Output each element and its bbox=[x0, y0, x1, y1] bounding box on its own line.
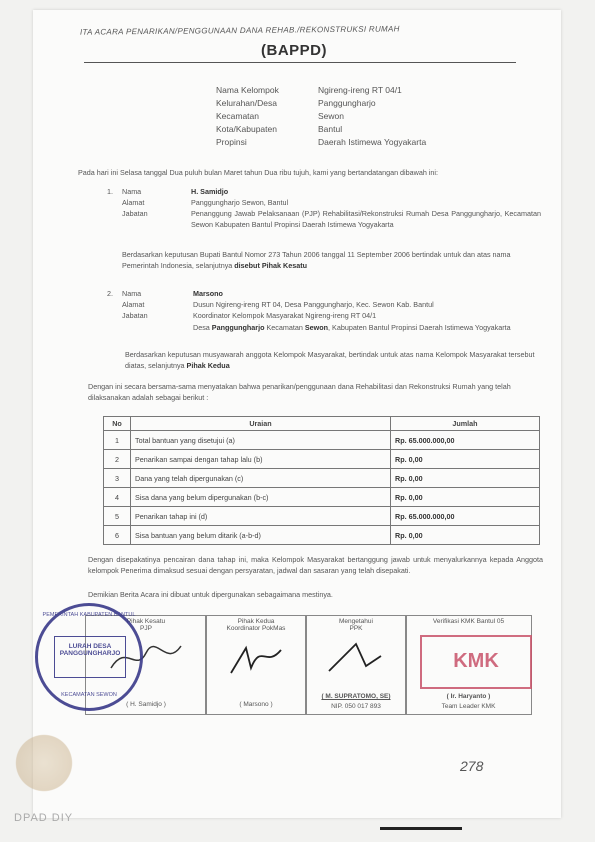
party2-name: Marsono bbox=[193, 289, 223, 298]
table-cell: Penarikan sampai dengan tahap lalu (b) bbox=[131, 450, 391, 469]
signature-name: ( Ir. Haryanto ) bbox=[446, 693, 491, 700]
info-label: Nama Kelompok bbox=[216, 85, 279, 95]
table-header: Uraian bbox=[131, 417, 391, 431]
info-label: Kelurahan/Desa bbox=[216, 98, 277, 108]
table-cell: Penarikan tahap ini (d) bbox=[131, 507, 391, 526]
party2-basis-text: Berdasarkan keputusan musyawarah anggota Kelompok Masyarakat, bertindak untuk atas nama Kelompok Masyarakat tersebut diatas, selanjutnya bbox=[125, 350, 535, 370]
signature-role-detail: Koordinator PokMas bbox=[226, 625, 286, 632]
signature-role: Pihak Kedua bbox=[237, 618, 275, 625]
party1-name: H. Samidjo bbox=[191, 187, 229, 196]
info-value: Daerah Istimewa Yogyakarta bbox=[318, 137, 427, 147]
signature-box-ppk bbox=[305, 615, 407, 715]
closing-note: Demikian Berita Acara ini dibuat untuk dipergunakan sebagaimana mestinya. bbox=[88, 590, 333, 599]
village-stamp bbox=[35, 603, 143, 711]
header-divider bbox=[84, 62, 516, 63]
info-label: Kota/Kabupaten bbox=[216, 124, 277, 134]
party2-region: Kabupaten Bantul Propinsi Daerah Istimewa Yogyakarta bbox=[332, 323, 511, 332]
info-value: Sewon bbox=[318, 111, 344, 121]
table-cell: Rp. 0,00 bbox=[391, 488, 540, 507]
signature-role: Mengetahui bbox=[339, 618, 373, 625]
party2-position: Koordinator Kelompok Masyarakat Ngireng-ireng RT 04/1 bbox=[193, 311, 377, 320]
table-cell: 2 bbox=[104, 450, 131, 469]
table-header: Jumlah bbox=[391, 417, 540, 431]
party1-basis bbox=[122, 250, 542, 271]
signature-role-detail: PJP bbox=[140, 625, 152, 632]
party2-kecamatan-label: Kecamatan bbox=[266, 323, 303, 332]
info-value: Bantul bbox=[318, 124, 343, 134]
info-value: Ngireng-ireng RT 04/1 bbox=[318, 85, 402, 95]
table-row bbox=[104, 526, 540, 545]
table-header-row bbox=[104, 417, 540, 431]
party1-position-label: Jabatan bbox=[122, 209, 148, 218]
party2-basis bbox=[125, 350, 543, 371]
table-cell: Sisa bantuan yang belum ditarik (a-b-d) bbox=[131, 526, 391, 545]
party2-position-label: Jabatan bbox=[122, 311, 148, 320]
table-cell: Sisa dana yang belum dipergunakan (b-c) bbox=[131, 488, 391, 507]
table-cell: Rp. 65.000.000,00 bbox=[391, 507, 540, 526]
watermark: DPAD DIY bbox=[14, 812, 74, 824]
signature-name: ( H. Samidjo ) bbox=[126, 701, 166, 708]
signature-box-pihak-kedua bbox=[205, 615, 307, 715]
table-cell: Rp. 0,00 bbox=[391, 526, 540, 545]
info-label: Kecamatan bbox=[216, 111, 259, 121]
stamp-center-text: LURAH DESA PANGGUNGHARJO bbox=[59, 643, 121, 657]
signature-mark bbox=[221, 638, 291, 678]
disbursement-table bbox=[103, 416, 540, 545]
table-cell: Dana yang telah dipergunakan (c) bbox=[131, 469, 391, 488]
signature-title: Team Leader KMK bbox=[441, 703, 496, 710]
party2-name-label: Nama bbox=[122, 289, 142, 298]
party1-name-label: Nama bbox=[122, 187, 142, 196]
party2-alias: Pihak Kedua bbox=[186, 360, 230, 370]
party2-address-label: Alamat bbox=[122, 300, 145, 309]
signature-nip: NIP. 050 017 893 bbox=[331, 703, 381, 710]
table-cell: Rp. 0,00 bbox=[391, 469, 540, 488]
table-row bbox=[104, 507, 540, 526]
table-row bbox=[104, 469, 540, 488]
party1-number: 1. bbox=[107, 187, 113, 196]
table-cell: 1 bbox=[104, 431, 131, 450]
table-cell: Rp. 0,00 bbox=[391, 450, 540, 469]
table-cell: 3 bbox=[104, 469, 131, 488]
table-row bbox=[104, 431, 540, 450]
stamp-inner-box bbox=[54, 636, 126, 678]
party2-desa-label: Desa bbox=[193, 323, 210, 332]
signature-name: ( M. SUPRATOMO, SE) bbox=[321, 693, 391, 700]
page-number: 278 bbox=[460, 758, 484, 774]
signature-name: ( Marsono ) bbox=[239, 701, 273, 708]
table-header: No bbox=[104, 417, 131, 431]
party1-position: Penanggung Jawab Pelaksanaan (PJP) Rehabilitasi/Rekonstruksi Rumah Desa Panggungharjo, Kecamatan Sewon Kabupaten Bantul Propinsi Daerah Istimewa Yogyakarta bbox=[191, 209, 541, 229]
party2-number: 2. bbox=[107, 289, 113, 298]
signature-mark bbox=[321, 636, 391, 676]
archive-logo bbox=[14, 728, 74, 798]
bottom-bar bbox=[380, 827, 462, 830]
party1-address-label: Alamat bbox=[122, 198, 145, 207]
signature-role: Pihak Kesatu bbox=[126, 618, 166, 625]
party1-alias: disebut Pihak Kesatu bbox=[234, 260, 307, 270]
stamp-bottom-text: KECAMATAN SEWON bbox=[61, 692, 117, 698]
table-cell: 4 bbox=[104, 488, 131, 507]
table-row bbox=[104, 488, 540, 507]
table-cell: Total bantuan yang disetujui (a) bbox=[131, 431, 391, 450]
party2-desa: Panggungharjo bbox=[211, 323, 265, 332]
info-label: Propinsi bbox=[216, 137, 247, 147]
document-title: ITA ACARA PENARIKAN/PENGGUNAAN DANA REHAB./REKONSTRUKSI RUMAH bbox=[79, 24, 400, 37]
closing-text: Dengan disepakatinya pencairan dana tahap ini, maka Kelompok Masyarakat bertanggung jawab untuk menyalurkannya kepada Anggota kelompok Penerima dimaksud sesuai dengan persyaratan, jadwal dan sasaran yang telah disepakati. bbox=[88, 555, 543, 575]
signature-role: Verifikasi KMK Bantul 05 bbox=[432, 618, 505, 625]
kmk-stamp: KMK bbox=[420, 635, 532, 689]
info-value: Panggungharjo bbox=[318, 98, 376, 108]
party2-address: Dusun Ngireng-ireng RT 04, Desa Panggungharjo, Kec. Sewon Kab. Bantul bbox=[193, 300, 434, 309]
stamp-ring-text: PEMERINTAH KABUPATEN BANTUL bbox=[42, 612, 136, 618]
table-cell: Rp. 65.000.000,00 bbox=[391, 431, 540, 450]
table-cell: 6 bbox=[104, 526, 131, 545]
intro-text: Pada hari ini Selasa tanggal Dua puluh bulan Maret tahun Dua ribu tujuh, kami yang bertandatangan dibawah ini: bbox=[78, 168, 439, 177]
party2-position-detail: Desa Panggungharjo Kecamatan Sewon, Kabupaten Bantul Propinsi Daerah Istimewa Yogyakarta bbox=[193, 323, 511, 332]
signature-role-detail: PPK bbox=[349, 625, 363, 632]
party1-address: Panggungharjo Sewon, Bantul bbox=[191, 198, 289, 207]
party1-basis-text: Berdasarkan keputusan Bupati Bantul Nomor 273 Tahun 2006 tanggal 11 September 2006 bertindak untuk dan atas nama Pemerintah Indonesia, selanjutnya bbox=[122, 250, 511, 270]
party2-kecamatan: Sewon bbox=[304, 323, 329, 332]
statement-text: Dengan ini secara bersama-sama menyatakan bahwa penarikan/penggunaan dana Rehabilitasi dan Rekonstruksi Rumah yang telah dilaksanakan adalah sebagai berikut : bbox=[88, 382, 511, 402]
table-cell: 5 bbox=[104, 507, 131, 526]
table-row bbox=[104, 450, 540, 469]
document-subtitle: (BAPPD) bbox=[261, 42, 327, 59]
